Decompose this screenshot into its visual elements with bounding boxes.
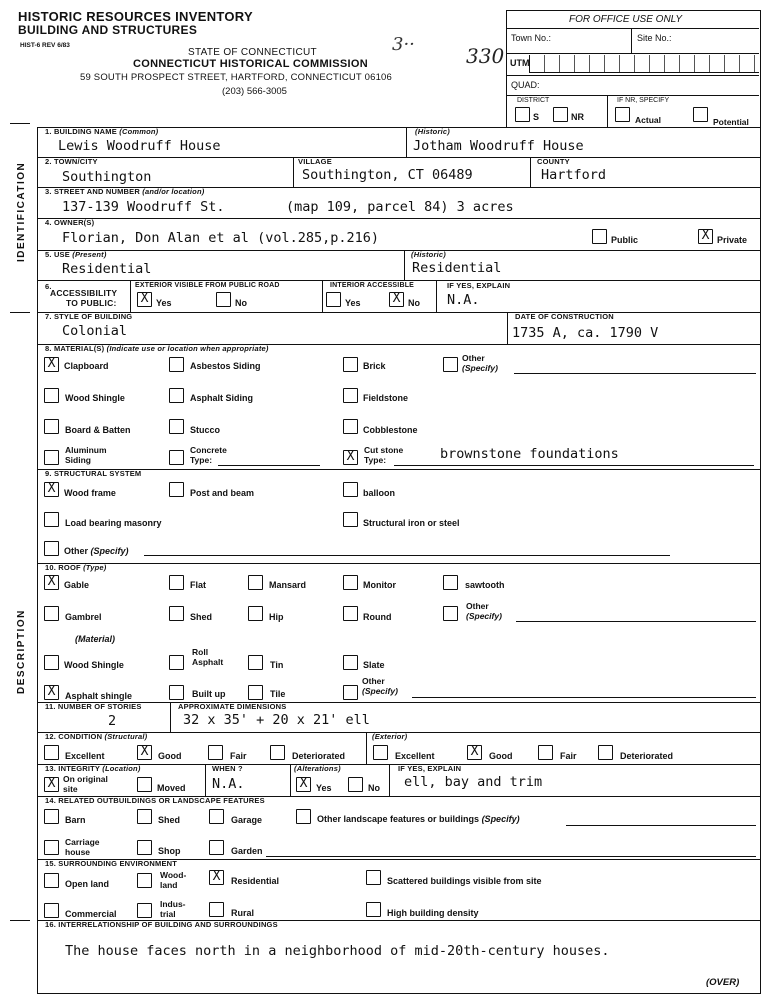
exterior-no-checkbox[interactable] <box>216 292 231 307</box>
ext-fair-checkbox[interactable] <box>538 745 553 760</box>
monitor-checkbox[interactable] <box>343 575 358 590</box>
owner-value[interactable]: Florian, Don Alan et al (vol.285,p.216) <box>62 230 379 246</box>
description-section-label: DESCRIPTION <box>16 609 27 694</box>
on-original-site-checkbox[interactable]: X <box>44 777 59 792</box>
shop-checkbox[interactable] <box>137 840 152 855</box>
condition-exterior-label: (Exterior) <box>372 732 408 741</box>
quad-label: QUAD: <box>511 80 540 90</box>
struct-deteriorated-checkbox[interactable] <box>270 745 285 760</box>
scattered-buildings-checkbox[interactable] <box>366 870 381 885</box>
alterations-yes-checkbox[interactable]: X <box>296 777 311 792</box>
nr-potential-checkbox[interactable] <box>693 107 708 122</box>
exterior-yes-checkbox[interactable]: X <box>137 292 152 307</box>
access-explain-value[interactable]: N.A. <box>447 292 480 308</box>
mansard-checkbox[interactable] <box>248 575 263 590</box>
building-name-historic[interactable]: Jotham Woodruff House <box>413 138 584 154</box>
structural-iron-checkbox[interactable] <box>343 512 358 527</box>
struct-excellent-checkbox[interactable] <box>44 745 59 760</box>
round-checkbox[interactable] <box>343 606 358 621</box>
load-bearing-masonry-checkbox[interactable] <box>44 512 59 527</box>
stories-value[interactable]: 2 <box>108 713 117 729</box>
fieldstone-checkbox[interactable] <box>343 388 358 403</box>
asbestos-siding-checkbox[interactable] <box>169 357 184 372</box>
interior-no-checkbox[interactable]: X <box>389 292 404 307</box>
outbuilding-shed-checkbox[interactable] <box>137 809 152 824</box>
cut-stone-checkbox[interactable]: X <box>343 450 358 465</box>
moved-checkbox[interactable] <box>137 777 152 792</box>
structural-system-label: 9. STRUCTURAL SYSTEM <box>45 469 142 478</box>
stucco-checkbox[interactable] <box>169 419 184 434</box>
building-name-common[interactable]: Lewis Woodruff House <box>58 138 221 154</box>
garage-checkbox[interactable] <box>209 809 224 824</box>
residential-env-checkbox[interactable]: X <box>209 870 224 885</box>
use-present-value[interactable]: Residential <box>62 261 152 277</box>
date-construction-label: DATE OF CONSTRUCTION <box>515 312 614 321</box>
district-s-checkbox[interactable] <box>515 107 530 122</box>
commission-heading: CONNECTICUT HISTORICAL COMMISSION <box>133 58 368 70</box>
struct-fair-checkbox[interactable] <box>208 745 223 760</box>
sawtooth-checkbox[interactable] <box>443 575 458 590</box>
high-density-checkbox[interactable] <box>366 902 381 917</box>
nr-actual-checkbox[interactable] <box>615 107 630 122</box>
structural-other-label: Other (Specify) <box>64 546 129 556</box>
cobblestone-checkbox[interactable] <box>343 419 358 434</box>
industrial-checkbox[interactable] <box>137 903 152 918</box>
village-label: VILLAGE <box>298 157 332 166</box>
hip-checkbox[interactable] <box>248 606 263 621</box>
style-value[interactable]: Colonial <box>62 323 128 339</box>
interrelationship-label: 16. INTERRELATIONSHIP OF BUILDING AND SURROUNDINGS <box>45 920 278 929</box>
handwritten-scribble: 3·· <box>392 34 415 55</box>
roof-label: 10. ROOF (Type) <box>45 563 107 572</box>
building-name-historic-label: (Historic) <box>415 127 450 136</box>
open-land-checkbox[interactable] <box>44 873 59 888</box>
carriage-house-checkbox[interactable] <box>44 840 59 855</box>
condition-label: 12. CONDITION (Structural) <box>45 732 148 741</box>
surrounding-environment-label: 15. SURROUNDING ENVIRONMENT <box>45 859 178 868</box>
date-construction-value[interactable]: 1735 A, ca. 1790 V <box>512 325 659 341</box>
owner-label: 4. OWNER(S) <box>45 218 95 227</box>
roof-other-checkbox[interactable] <box>443 606 458 621</box>
integrity-label: 13. INTEGRITY (Location) <box>45 764 141 773</box>
form-subtitle: BUILDING AND STRUCTURES <box>18 23 198 37</box>
utm-field[interactable] <box>529 55 759 73</box>
owner-public-checkbox[interactable] <box>592 229 607 244</box>
alterations-explain-value[interactable]: ell, bay and trim <box>404 774 543 790</box>
form-title: HISTORIC RESOURCES INVENTORY <box>18 9 253 24</box>
flat-checkbox[interactable] <box>169 575 184 590</box>
accessibility-label: ACCESSIBILITY <box>50 288 118 298</box>
commercial-checkbox[interactable] <box>44 903 59 918</box>
exterior-visible-label: EXTERIOR VISIBLE FROM PUBLIC ROAD <box>135 282 280 289</box>
garden-checkbox[interactable] <box>209 840 224 855</box>
commission-phone: (203) 566-3005 <box>222 86 287 97</box>
if-nr-label: IF NR, SPECIFY <box>617 97 670 104</box>
tile-checkbox[interactable] <box>248 685 263 700</box>
other-landscape-checkbox[interactable] <box>296 809 311 824</box>
wood-frame-checkbox[interactable]: X <box>44 482 59 497</box>
integrity-when-label: WHEN ? <box>212 764 243 773</box>
over-label: (OVER) <box>706 977 740 988</box>
shed-roof-checkbox[interactable] <box>169 606 184 621</box>
handwritten-number: 330 <box>466 44 505 68</box>
tin-checkbox[interactable] <box>248 655 263 670</box>
aluminum-siding-checkbox[interactable] <box>44 450 59 465</box>
concrete-checkbox[interactable] <box>169 450 184 465</box>
ext-excellent-checkbox[interactable] <box>373 745 388 760</box>
roll-asphalt-checkbox[interactable] <box>169 655 184 670</box>
office-title: FOR OFFICE USE ONLY <box>569 14 682 25</box>
cut-stone-value[interactable]: brownstone foundations <box>440 446 619 462</box>
town-label: 2. TOWN/CITY <box>45 157 98 166</box>
district-label: DISTRICT <box>517 97 550 104</box>
barn-checkbox[interactable] <box>44 809 59 824</box>
use-historic-value[interactable]: Residential <box>412 260 502 276</box>
alterations-label: (Alterations) <box>294 764 341 773</box>
district-nr-checkbox[interactable] <box>553 107 568 122</box>
identification-section-label: IDENTIFICATION <box>16 161 27 262</box>
office-use-box: FOR OFFICE USE ONLY Town No.: Site No.: UTM QUAD: DISTRICT IF NR, SPECIFY S NR Actual Potential <box>506 10 761 128</box>
rural-checkbox[interactable] <box>209 902 224 917</box>
alterations-explain-label: IF YES, EXPLAIN <box>398 764 462 773</box>
dimensions-value[interactable]: 32 x 35' + 20 x 21' ell <box>183 712 370 728</box>
asphalt-siding-checkbox[interactable] <box>169 388 184 403</box>
interrelationship-value[interactable]: The house faces north in a neighborhood of mid-20th-century houses. <box>65 943 610 959</box>
street-label: 3. STREET AND NUMBER (and/or location) <box>45 187 205 196</box>
clapboard-checkbox[interactable]: X <box>44 357 59 372</box>
roof-wood-shingle-checkbox[interactable] <box>44 655 59 670</box>
wood-shingle-checkbox[interactable] <box>44 388 59 403</box>
use-label: 5. USE (Present) <box>45 250 107 259</box>
map-parcel-value[interactable]: (map 109, parcel 84) 3 acres <box>286 199 514 215</box>
county-label: COUNTY <box>537 157 570 166</box>
roof-material-other-checkbox[interactable] <box>343 685 358 700</box>
commission-address: 59 SOUTH PROSPECT STREET, HARTFORD, CONNECTICUT 06106 <box>80 72 393 83</box>
slate-checkbox[interactable] <box>343 655 358 670</box>
stories-label: 11. NUMBER OF STORIES <box>45 702 142 711</box>
interior-yes-checkbox[interactable] <box>326 292 341 307</box>
county-value[interactable]: Hartford <box>541 167 607 183</box>
form-right-rule <box>760 127 761 993</box>
town-value[interactable]: Southington <box>62 169 152 185</box>
built-up-checkbox[interactable] <box>169 685 184 700</box>
village-value[interactable]: Southington, CT 06489 <box>302 167 473 183</box>
building-name-label: 1. BUILDING NAME (Common) <box>45 127 159 136</box>
dimensions-label: APPROXIMATE DIMENSIONS <box>178 702 287 711</box>
post-beam-checkbox[interactable] <box>169 482 184 497</box>
form-code: HIST-6 REV 6/83 <box>20 42 70 49</box>
ext-deteriorated-checkbox[interactable] <box>598 745 613 760</box>
brick-checkbox[interactable] <box>343 357 358 372</box>
integrity-when-value[interactable]: N.A. <box>212 776 245 792</box>
materials-label: 8. MATERIAL(S) (Indicate use or location when appropriate) <box>45 344 269 353</box>
street-value[interactable]: 137-139 Woodruff St. <box>62 199 225 215</box>
asphalt-shingle-checkbox[interactable]: X <box>44 685 59 700</box>
form-left-rule <box>37 127 38 993</box>
structural-other-checkbox[interactable] <box>44 541 59 556</box>
ext-good-checkbox[interactable]: X <box>467 745 482 760</box>
struct-good-checkbox[interactable]: X <box>137 745 152 760</box>
woodland-checkbox[interactable] <box>137 873 152 888</box>
town-no-label: Town No.: <box>511 33 552 43</box>
owner-private-checkbox[interactable]: X <box>698 229 713 244</box>
site-no-label: Site No.: <box>637 33 672 43</box>
interior-accessible-label: INTERIOR ACCESSIBLE <box>330 282 415 289</box>
materials-other-checkbox[interactable] <box>443 357 458 372</box>
gable-checkbox[interactable]: X <box>44 575 59 590</box>
style-label: 7. STYLE OF BUILDING <box>45 312 133 321</box>
utm-label: UTM <box>510 58 530 68</box>
gambrel-checkbox[interactable] <box>44 606 59 621</box>
state-heading: STATE OF CONNECTICUT <box>188 47 317 58</box>
alterations-no-checkbox[interactable] <box>348 777 363 792</box>
board-batten-checkbox[interactable] <box>44 419 59 434</box>
use-historic-label: (Historic) <box>411 250 446 259</box>
roof-material-label: (Material) <box>75 634 116 644</box>
access-explain-label: IF YES, EXPLAIN <box>447 281 511 290</box>
balloon-checkbox[interactable] <box>343 482 358 497</box>
other-landscape-label: Other landscape features or buildings (Specify) <box>317 814 520 824</box>
outbuildings-label: 14. RELATED OUTBUILDINGS OR LANDSCAPE FEATURES <box>45 796 265 805</box>
